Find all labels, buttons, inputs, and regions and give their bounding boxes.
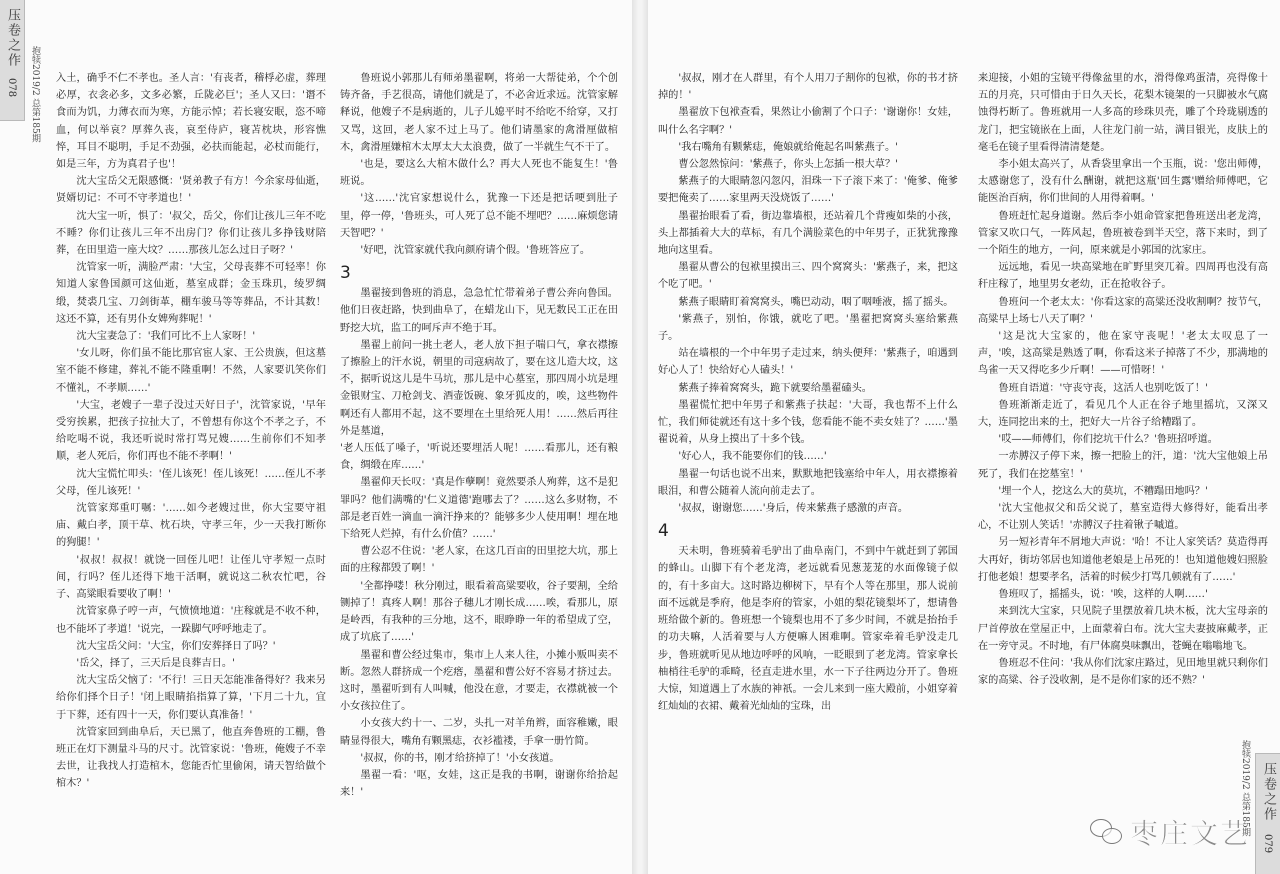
section-tab-title: 压卷之作: [1261, 762, 1276, 822]
paragraph: '哎——师傅们，你们挖坑干什么？'鲁班招呼道。: [998, 434, 1218, 446]
left-page: [0, 0, 632, 874]
paragraph: 鲁班说小郭那儿有师弟墨翟啊，将弟一大帮徒弟，个个创铸齐备，手艺很高，请他们就是了，不必舍近求远。沈管家解释说，他嫂子不是病逝的，儿子儿媳平时不给吃不给穿，又打又骂，这回，老人家不过上马了。他们请墨家的禽滑厘做棺木，禽滑厘嫌棺木太厚太大太浪费，做了一半就生气不干了。: [340, 73, 618, 153]
paragraph: 沈大宝妻急了：'我们可比不上人家呀！': [76, 331, 256, 343]
text-column-1: [56, 70, 326, 793]
section-tab-left: [0, 0, 25, 121]
paragraph: '老人压低了嗓子，'听说还要埋活人呢！……看那儿，还有粮食，绸缎在库……': [340, 443, 618, 472]
page-number: 079: [1262, 834, 1273, 854]
paragraph: 墨翟抬眼看了看，街边靠墙根，还站着几个背瘦如柴的小孩，头上都插着大大的草标，有几个满脸菜色的中年男子，正犹犹豫豫地向这里看。: [658, 210, 958, 257]
paragraph: 墨翟上前问一挑土老人，老人放下担子喘口气，拿衣襟擦了擦脸上的汗水说，朝里的司寇病故了，要在这儿造大坟，这不，据听说这儿是牛马坑，那儿是中心墓室，那四周小坑是埋金银财宝、刀枪剑戈、酒壶饭碗、象牙狐皮的，唉，这些物件啊还有人都用不起，这不要埋在土里给死人用！……然后再往外是墓道，: [340, 339, 618, 437]
paragraph: 天未明，鲁班骑着毛驴出了曲阜南门，不到中午就赶到了郭国的蜂山。山脚下有个老龙湾，老远就看见葱茏茏的水面像镜子似的，有十多亩大。这时路边柳树下，早有个人等在那里，那人说前面不远就是季府，他是李府的管家，小姐的梨花镜梨坏了，想请鲁班给做个新的。鲁班想一个镜梨也用不了多少时间，不就是抬抬手的功夫嘛，人活着要与人方便嘛人困难啊。管家牵着毛驴没走几步，鲁班就听见从地边呼呼的风响，一眨眼到了老龙湾。管家拿长柚梢往毛驴的乖畸，径直走进水里，水一下子往两边分开了。鲁班大惊，知道遇上了水族的神祇。一会儿来到一座大殿前，小姐穿着红灿灿的衣裙、戴着光灿灿的宝珠，出: [658, 546, 958, 713]
paragraph: 鲁班问一个老太太：'你看这家的高粱还没收割啊？按节气，高粱早上场七八天了啊？': [978, 296, 1268, 325]
paragraph: 墨翟一句话也说不出来，默默地把钱塞给中年人，用衣襟擦着眼泪，和曹公随着人流向前走去了。: [658, 468, 958, 497]
paragraph: '沈大宝他叔父和岳父说了，墓室造得大修得好，能看出孝心，不让别人笑话！'赤膊汉子拄着锹子嘁道。: [978, 503, 1268, 532]
paragraph: '埋一个人，挖这么大的莫坑，不糟蹋田地吗？': [998, 485, 1208, 497]
paragraph: 入土，确乎不仁不孝也。圣人言：'有丧者，稽桴必虚，葬理必厚，衣衾必多，文多必繁，丘陇必巨'；圣人又曰：'谮不食而为饥，力薄衣而为寒，方能示悼；若长寝安眠，恣不啼血，何以举哀？厚葬久丧，哀至侍庐，寝苫枕块，形容憔悴，耳目不聪明，手足不劲强，必扶而能起，必杖而能行，如是三年，方为真君子也'！: [56, 73, 326, 171]
column-2-part-b: [340, 285, 618, 801]
paragraph: 曹公忍不住说：'老人家，在这几百亩的田里挖大坑，那上面的庄稼都毁了啊！': [340, 546, 618, 575]
paragraph: 墨翟和曹公经过集市，集市上人来人往，小摊小贩叫卖不断。忽然人群挤成一个疙瘩，墨翟和曹公好不容易才挤过去。这时，墨翟听到有人叫喊，他没在意，才要走，衣襟就被一个小女孩拉住了。: [340, 649, 618, 713]
right-page: [648, 0, 1280, 874]
paragraph: 来迎接，小姐的宝镜平得像盆里的水，滑得像鸡蛋清，亮得像十五的月亮，只可惜由于日久天长，花梨木镜架的一只脚被水气腐蚀得朽断了。鲁班就用一人多高的珍珠贝壳，雕了个玲珑剔透的龙门，把宝镜嵌在上面，人往龙门前一站，满目银光，皮肤上的毫毛在镜子里看得清清楚楚。: [978, 73, 1268, 153]
paragraph: 远远地，看见一块高粱地在旷野里突兀着。四周再也没有高秆庄稼了，地里男女老幼，正在抢收谷子。: [978, 262, 1268, 291]
paragraph: '叔叔，谢谢您……'身后，传来紫燕子感激的声音。: [678, 503, 909, 515]
column-3-part-a: [658, 70, 958, 517]
paragraph: 沈大宝一听，惧了：'叔父，岳父，你们让孩儿三年不吃不睡？你们让孩儿三年不出房门？你们让孩儿多挣钱财陪葬，在田里造一座大坟？……那孩儿怎么过日子呀？': [56, 210, 326, 257]
section-number: 3: [340, 263, 351, 284]
paragraph: '叔叔，你的书，刚才给挤掉了！'小女孩道。: [360, 752, 560, 764]
paragraph: 鲁班忍不住问：'我从你们沈家庄路过，见田地里就只剩你们家的高粱、谷子没收割，是不是你们家的还不熟？': [978, 657, 1268, 687]
section-tab-title: 压卷之作: [5, 8, 20, 68]
paragraph: 鲁班渐渐走近了，看见几个人正在谷子地里摇坑，又深又大，连同挖出来的土，把好大一片谷子给糟蹋了。: [978, 399, 1268, 429]
paragraph: '这……'沈官家想说什么，犹豫一下还是把话哽到肚子里，停一停，'鲁班头，可人死了总不能不埋吧？……麻烦您请天智吧？': [340, 193, 618, 239]
paragraph: 墨翟一看：'呕，女娃，这正是我的书啊，谢谢你给拾起来！': [340, 769, 618, 799]
page-number: 078: [6, 78, 17, 98]
wechat-icon: [1090, 819, 1124, 845]
paragraph: 沈管家回到曲阜后，天已黑了，他直奔鲁班的工棚，鲁班正在灯下测量斗马的尺寸。沈管家说：'鲁班，俺嫂子不幸去世，让我找人打造棺木，您能否忙里偷闲，请天智给做个棺木？': [56, 726, 326, 790]
text-column-4: [978, 70, 1268, 689]
paragraph: '全都挣喽！秋分刚过，眼看着高粱要收，谷子要割，全给铡掉了！真疼人啊！那谷子穗儿才刚长成……唉，看那儿，原是岭西，有我种的三分地，这不，眼睁睁一年的希望成了空，成了坑底了……': [340, 580, 618, 644]
paragraph: '叔叔！叔叔！就饶一回侄儿吧！让侄儿守孝短一点时间，行吗？侄儿还得下地干活啊，就说这二秋农忙吧，谷子、高粱眼看要收了啊！': [56, 554, 326, 601]
paragraph: 一赤膊汉子停下来，擦一把脸上的汗，道：'沈大宝他娘上吊死了，我们在挖墓室！': [978, 451, 1268, 480]
paragraph: 墨翟慌忙把中年男子和紫燕子扶起：'大哥，我也帮不上什么忙，我们师徒就还有这十多个钱，您看能不能不卖女娃了？……'墨翟说着，从身上摸出了十多个钱。: [658, 399, 958, 446]
issue-info: 抱犊2019/2 总第185期: [30, 46, 40, 143]
paragraph: 墨翟放下包袱查看，果然让小偷割了个口子：'谢谢你！女娃，叫什么名字啊？': [658, 107, 958, 136]
paragraph: '女儿呀，你们虽不能比那官宦人家、王公贵族，但这墓室不能不修建，葬礼不能不隆重啊！不然，人家要讥笑你们不懂礼，不孝顺……': [56, 348, 326, 394]
paragraph: 墨翟从曹公的包袱里摸出三、四个窝窝头：'紫燕子，来，把这个吃了吧。': [658, 262, 958, 291]
column-2-part-a: [340, 70, 618, 259]
text-column-2: [340, 70, 618, 801]
paragraph: '这是沈大宝家的，他在家守丧呢！'老太太叹息了一声，'唉，这高粱是熟透了啊，你看这米子掉落了不少，那满地的鸟雀一天又得吃多少斤啊！——可惜呀！': [978, 331, 1268, 377]
paragraph: '紫燕子，别怕，你饿，就吃了吧。'墨翟把窝窝头塞给紫燕子。: [658, 313, 958, 343]
paragraph: 来到沈大宝家，只见院子里摆放着几块木板，沈大宝母亲的尸首停放在堂屋正中，上面蒙着白布。沈大宝夫妻披麻戴孝，正在一旁守灵。不时地，有尸体腐臭味飘出，苍蝇在嗡嗡地飞。: [978, 606, 1268, 652]
page-gutter: [632, 0, 648, 874]
paragraph: 紫燕子捧着窝窝头，跪下就要给墨翟磕头。: [678, 382, 872, 394]
column-3-part-b: [658, 543, 958, 715]
paragraph: '叔叔，刚才在人群里，有个人用刀子割你的包袱，你的书才挤掉的！': [658, 73, 958, 102]
section-number: 4: [658, 521, 669, 542]
paragraph: 紫燕子眼睛盯着窝窝头，嘴巴动动，咽了咽唾液，摇了摇头。: [678, 296, 954, 308]
paragraph: 墨翟仰天长叹：'真是作孽啊！竟然要杀人殉葬，这不是犯罪吗？他们满嘴的'仁义道德'跑哪去了？……这么多财物，不部是老百姓一滴血一滴汗挣来的？能够多少人使用啊！埋在地下给死人烂掉，有什么价值？……': [340, 477, 618, 541]
paragraph: '我右嘴角有颗紫痣，俺娘就给俺起名叫紫燕子。': [678, 141, 898, 153]
paragraph: 沈大宝岳父无限感慨：'贤弟教子有方！今余家母仙逝，贤婿切记：不可不守孝道也！': [56, 176, 326, 205]
text-column-3: [658, 70, 958, 715]
paragraph: 站在墙根的一个中年男子走过来，纳头便拜：'紫燕子，咱遇到好心人了！快给好心人磕头！': [658, 348, 958, 377]
paragraph: 墨翟接到鲁班的消息，急急忙忙带着弟子曹公奔向鲁国。他们日夜赶路，快到曲阜了，在蜡龙山下，见无数民工正在田野挖大坑，监工的呵斥声不绝于耳。: [340, 288, 618, 334]
paragraph: 李小姐太高兴了，从香袋里拿出一个玉瓶，说：'您出师傅，太感谢您了，没有什么酬谢，就把这瓶'回生露'赠给师傅吧，它能医治百病，你们世间的人用得着啊。': [978, 159, 1268, 205]
paragraph: '好心人，我不能要你们的钱……': [678, 451, 827, 463]
paragraph: 沈管家鼻子哼一声，气愤愤地道：'庄稼就是不收不种，也不能坏了孝道！'说完，一跺脚气呼呼地走了。: [56, 606, 326, 635]
paragraph: 曹公忽然惊问：'紫燕子，你头上怎插一根大草？': [678, 159, 898, 171]
section-tab-right: [1255, 753, 1280, 874]
paragraph: 鲁班自语道：'守丧守丧，这活人也别吃饭了！': [998, 382, 1208, 394]
paragraph: 另一短衫青年不屑地大声说：'哈！不让人家笑话？莫造得再大再好，街坊邻居也知道他老娘是上吊死的！也知道他嫂妇照脸打他老娘！想要孝名，活着的时候少打骂几顿就有了……': [978, 537, 1268, 583]
paragraph: '好吧，沈管家就代我向颜府请个假。'鲁班答应了。: [360, 245, 591, 257]
paragraph: 沈大宝慌忙叩头：'侄儿该死！侄儿该死！……侄儿不孝父母，侄儿该死！': [56, 468, 326, 497]
paragraph: '岳父，择了，三天后是良葬吉日。': [76, 657, 235, 669]
paragraph: 沈大宝岳父恼了：'不行！三日天怎能准备得好？我来另给你们择个日子！'闭上眼睛掐指算了算，'下月二十九，宜于下葬，还有四十一天，你们要认真准备！': [56, 675, 326, 721]
paragraph: 鲁班赶忙起身道谢。然后李小姐命管家把鲁班送出老龙湾，管家又吹口气，一阵风起，鲁班被卷到半天空，落下来时，到了一个陌生的地方，一问，原来就是小郭国的沈家庄。: [978, 210, 1268, 257]
paragraph: '大宝，老嫂子一辈子没过天好日子'，沈管家说，'早年受穷挨累，把孩子拉扯大了，不曾想有你这个不孝之子，不给吃喝不说，我还听说时常打骂兄嫂……生前你们不知孝顺，老人死后，你们再也不能不孝啊！': [56, 399, 326, 463]
paragraph: 鲁班叹了，摇摇头，说：'唉，这样的人啊……': [998, 589, 1208, 601]
paragraph: 紫燕子的大眼睛忽闪忽闪，泪珠一下子滚下来了：'俺爹、俺爹要把俺卖了……家里两天没烧饭了……': [658, 176, 958, 205]
watermark: [1090, 812, 1250, 852]
paragraph: '也是，要这么大棺木做什么？再大人死也不能复生！'鲁班说。: [340, 159, 618, 188]
paragraph: 沈大宝岳父问：'大宝，你们安葬择日了吗？': [76, 640, 276, 652]
paragraph: 沈管家郑重叮嘱：'……如今老嫂过世，你大宝要守祖庙、戴白孝，顶干草、枕石块，守孝三年，少一天我打断你的狗腿！': [56, 503, 326, 549]
watermark-text: 枣庄文艺: [1129, 817, 1250, 850]
paragraph: 小女孩大约十一、二岁，头扎一对羊角辫，面容稚嫩，眼睛显得很大，嘴角有颗黑痣，衣衫褴褛，手拿一册竹简。: [340, 718, 618, 747]
paragraph: 沈管家一听，满脸严肃：'大宝，父母丧葬不可轻率！你知道人家鲁国颜可这仙逝，墓室成群；金玉珠玑，绫罗绸缎，焚裘几宝、刀剑街革，棚车骏马等等葬品，不计其数！这还不算，还有男仆女婢殉葬呢！': [56, 262, 326, 325]
issue-info: 抱犊2019/2 总第185期: [1240, 740, 1250, 837]
